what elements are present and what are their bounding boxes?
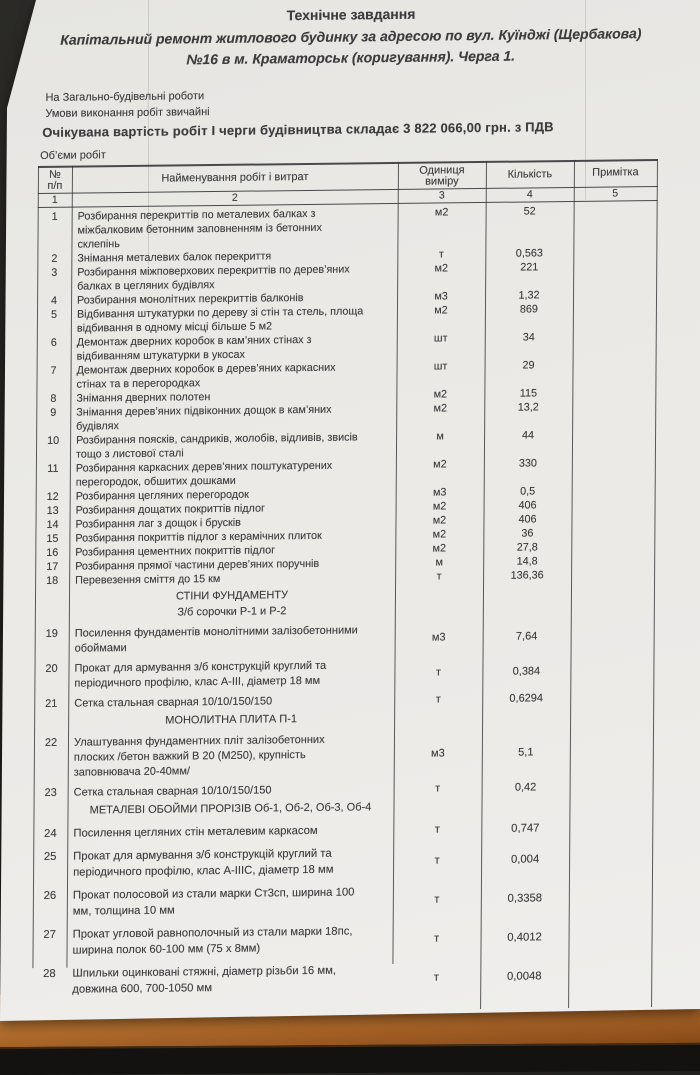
section-header-text: СТІНИ ФУНДАМЕНТУ	[175, 589, 289, 603]
row-number: 12	[46, 490, 59, 503]
work-name-line: стінах та в перегородках	[76, 377, 201, 391]
work-name-line: періодичного профілю, клас А-IIIС, діаметр 18 мм	[73, 863, 334, 879]
work-name-line: Сетка стальная сварная 10/10/150/150	[74, 695, 273, 710]
table-row	[33, 819, 653, 842]
work-name-line: Демонтаж дверних коробок в кам’яних стінах з	[76, 333, 312, 349]
row-unit: м2	[432, 542, 447, 555]
row-number: 18	[46, 574, 59, 587]
row-quantity: 5,1	[518, 745, 534, 759]
row-unit: т	[435, 665, 441, 679]
work-name-line: обоймами	[74, 642, 127, 655]
row-work-name	[71, 262, 397, 294]
row-work-name	[69, 570, 395, 588]
row-note	[571, 539, 655, 540]
section-header-text: МОНОЛИТНА ПЛИТА П-1	[165, 713, 298, 727]
work-name-line: Розбирання прямої частини дерев’яних поручнів	[75, 557, 320, 573]
row-note	[574, 203, 658, 204]
row-quantity: 0,6294	[509, 692, 544, 705]
row-unit: м2	[434, 262, 449, 275]
row-note	[573, 259, 657, 260]
row-work-name	[71, 206, 397, 252]
row-note	[572, 483, 656, 484]
work-name-line: Розбирання поясків, сандриків, жолобів, відливів, звисів	[76, 431, 358, 447]
row-number: 26	[43, 889, 57, 903]
row-quantity: 14,8	[516, 555, 538, 568]
row-note	[572, 385, 656, 386]
work-name-line: Розбирання міжповерхових перекриттів по дерев’яних	[77, 263, 350, 279]
row-unit: м2	[433, 402, 448, 415]
work-name-line: Посилення цегляних стін металевим каркасом	[73, 824, 318, 840]
row-unit: м3	[432, 486, 447, 499]
row-note	[573, 301, 657, 302]
section-header-text: З/б сорочки Р-1 и Р-2	[177, 604, 287, 618]
row-work-name	[71, 304, 397, 336]
row-number: 24	[44, 827, 57, 840]
row-quantity: 52	[523, 205, 536, 218]
row-note	[571, 567, 655, 568]
work-name-line: періодичного профілю, клас А-III, діаметр 18 мм	[74, 674, 321, 690]
expected-cost-line: Очікувана вартість робіт І черги будівництва складає 3 822 066,00 грн. з ПДВ	[42, 119, 554, 140]
row-unit: т	[434, 823, 440, 836]
row-quantity: 115	[519, 387, 538, 400]
section-header-row	[35, 587, 395, 622]
row-note	[573, 245, 657, 246]
row-quantity: 0,384	[512, 664, 541, 678]
work-name-line: Посилення фундаментів монолітними залізобетонними	[74, 624, 358, 640]
row-quantity: 36	[521, 527, 534, 540]
row-work-name	[68, 732, 394, 781]
table-row	[33, 842, 653, 881]
work-name-line: Демонтаж дверних коробок в дерев’яних каркасних	[76, 361, 336, 377]
table-row	[33, 881, 653, 920]
row-number: 2	[51, 252, 58, 265]
row-quantity: 221	[520, 261, 539, 274]
section-header-text: МЕТАЛЕВІ ОБОЙМИ ПРОРІЗІВ Об-1, Об-2, Об-3, Об-4	[89, 800, 372, 816]
row-note	[573, 287, 657, 288]
row-note	[571, 655, 655, 656]
row-number: 1	[51, 210, 58, 223]
row-number: 15	[46, 532, 59, 545]
table-row	[32, 959, 652, 998]
conditions-line: Умови виконання робіт звичайні	[45, 106, 210, 120]
row-note	[572, 427, 656, 428]
row-unit: м2	[433, 388, 448, 401]
row-unit: м	[436, 430, 444, 443]
work-name-line: балках в цегляних будівлях	[77, 279, 215, 293]
row-note	[569, 842, 653, 843]
work-name-line: Розбирання цегляних перегородок	[75, 488, 249, 503]
row-work-name	[67, 845, 393, 881]
row-work-name	[71, 332, 397, 364]
work-name-line: перегородок, обшитих дошками	[75, 474, 236, 489]
row-quantity: 330	[518, 457, 537, 470]
work-name-line: Прокат полосовой из стали марки Ст3сп, ширина 100	[72, 886, 355, 902]
row-work-name	[69, 623, 395, 657]
table-body	[32, 203, 657, 998]
work-name-line: відбивання в одному місці більше 5 м2	[76, 320, 273, 335]
work-name-line: Улаштування фундаментних пліт залізобетонних	[73, 733, 325, 749]
table-row	[34, 655, 654, 692]
row-quantity: 136,36	[510, 569, 544, 582]
row-quantity: 0,004	[510, 853, 540, 866]
row-number: 20	[45, 662, 58, 675]
row-work-name	[67, 822, 393, 842]
row-unit: м2	[432, 514, 447, 527]
work-name-line: Розбирання монолітних перекриттів балконів	[77, 292, 304, 307]
column-header-quantity: Кількість	[507, 168, 553, 181]
row-number: 3	[51, 266, 58, 279]
row-unit: м2	[432, 500, 447, 513]
row-work-name	[68, 658, 394, 692]
row-number: 7	[50, 364, 57, 377]
row-work-name	[66, 923, 392, 959]
row-number: 22	[44, 736, 58, 749]
column-number: 1	[51, 193, 58, 206]
row-unit: т	[433, 932, 440, 945]
row-note	[569, 881, 653, 882]
row-number: 25	[43, 850, 57, 864]
row-unit: м3	[431, 630, 446, 644]
row-quantity: 0,0048	[506, 970, 542, 983]
row-unit: т	[436, 570, 442, 583]
work-name-line: Сетка стальная сварная 10/10/150/150	[73, 783, 272, 799]
row-note	[571, 553, 655, 554]
table-caption: Об’єми робіт	[40, 149, 106, 162]
row-work-name	[70, 360, 396, 392]
row-unit: т	[435, 781, 441, 795]
row-work-name	[67, 884, 393, 920]
row-quantity: 34	[522, 331, 535, 344]
work-name-line: Прокат для армування з/б конструкцій круглий та	[73, 847, 332, 863]
row-quantity: 869	[519, 303, 538, 316]
column-number: 3	[438, 189, 445, 202]
row-number: 9	[50, 406, 57, 419]
doc-type-heading: Технічне завдання	[286, 5, 416, 24]
row-quantity: 406	[518, 499, 537, 512]
row-unit: м3	[430, 746, 445, 760]
row-unit: шт	[433, 360, 448, 373]
column-number: 5	[612, 187, 619, 200]
row-number: 5	[50, 308, 58, 321]
row-number: 14	[46, 518, 59, 531]
row-quantity: 29	[522, 359, 535, 372]
table-row	[34, 729, 654, 781]
row-quantity: 7,64	[515, 629, 538, 643]
work-name-line: заповнювача 20-40мм/	[73, 764, 191, 779]
row-quantity: 13,2	[517, 401, 539, 414]
table-row	[34, 779, 654, 801]
row-number: 28	[43, 967, 56, 981]
row-number: 8	[50, 392, 57, 405]
section-header-row	[33, 800, 393, 820]
row-number: 21	[45, 697, 58, 710]
row-note	[571, 620, 655, 621]
row-unit: т	[435, 693, 441, 706]
row-note	[569, 819, 653, 820]
work-name-line: Знімання дверних полотен	[76, 391, 211, 405]
row-number: 27	[43, 928, 56, 942]
work-name-line: Розбирання покриттів підлог з керамічних плиток	[75, 529, 322, 545]
row-number: 16	[46, 546, 59, 559]
work-name-line: Знімання дерев’яних підвіконних дощок в кам’яних	[76, 403, 332, 419]
work-name-line: Прокат угловой равнополочный из стали марки 18пс,	[72, 925, 353, 941]
row-note	[569, 920, 653, 921]
row-unit: т	[434, 854, 440, 867]
section-header-row	[34, 711, 394, 731]
column-header-note: Примітка	[592, 166, 639, 179]
work-name-line: Знімання металевих балок перекриття	[77, 250, 272, 265]
row-quantity: 0,42	[514, 780, 537, 794]
work-name-line: міжбалковим бетонним заповненням із бетонних	[77, 221, 322, 237]
row-number: 6	[50, 336, 57, 349]
row-unit: м2	[433, 458, 447, 471]
work-name-line: Розбирання цементних покриттів підлог	[75, 544, 276, 559]
row-unit: шт	[433, 332, 448, 345]
work-name-line: Розбирання перекриттів по металевих балках з	[77, 207, 316, 223]
row-work-name	[68, 782, 394, 801]
column-header-unit: Одиниця	[419, 164, 465, 177]
work-name-line: будівлях	[76, 420, 119, 433]
work-name-line: Розбирання дощатих покриттів підлог	[75, 502, 265, 517]
column-header-num: №	[49, 168, 61, 181]
row-work-name	[68, 693, 394, 712]
row-note	[573, 357, 657, 358]
row-number: 4	[51, 294, 58, 307]
row-quantity: 27,8	[516, 541, 538, 554]
work-name-line: Перевезення сміття до 15 км	[75, 572, 221, 587]
row-unit: м3	[434, 290, 448, 303]
row-unit: т	[438, 248, 444, 261]
row-note	[570, 729, 654, 730]
row-quantity: 1,32	[518, 289, 540, 302]
row-unit: т	[433, 971, 439, 984]
column-header-name: Найменування робіт і витрат	[161, 170, 309, 185]
table-row	[37, 203, 657, 252]
row-number: 23	[44, 786, 57, 799]
row-number: 19	[45, 627, 58, 640]
row-number: 11	[47, 462, 59, 475]
work-name-line: ширина полок 60-100 мм (75 х 8мм)	[72, 942, 261, 957]
row-note	[572, 455, 656, 456]
work-name-line: склепінь	[77, 238, 120, 251]
works-table	[32, 159, 658, 1026]
row-note	[572, 497, 656, 498]
row-quantity: 0,563	[515, 247, 543, 260]
column-number: 2	[231, 191, 238, 204]
row-note	[570, 690, 654, 691]
doc-title-line1: Капітальний ремонт житлового будинку за адресою по вул. Куїнджі (Щербакова)	[60, 25, 642, 48]
row-number: 13	[46, 504, 59, 517]
work-name-line: мм, толщина 10 мм	[72, 904, 175, 918]
row-note	[570, 779, 654, 780]
row-number: 17	[46, 560, 59, 573]
table-row	[34, 690, 654, 712]
work-scope-line: На Загально-будівельні роботи	[45, 90, 205, 104]
work-name-line: плоских /бетон важкий В 20 (М250), крупність	[73, 748, 306, 764]
row-quantity: 406	[518, 513, 537, 526]
row-note	[573, 329, 657, 330]
work-name-line: Шпильки оцинковані стяжні, діаметр різьби 16 мм,	[72, 964, 337, 980]
row-work-name	[70, 402, 396, 434]
row-work-name	[66, 962, 392, 998]
doc-title-line2: №16 в м. Краматорськ (коригування). Черга 1.	[186, 47, 516, 68]
row-quantity: 44	[522, 429, 535, 442]
work-name-line: відбиванням штукатурки в укосах	[76, 348, 245, 363]
row-number: 10	[47, 434, 60, 447]
row-work-name	[70, 430, 396, 462]
row-unit: м2	[432, 528, 447, 541]
column-number: 4	[526, 188, 533, 201]
row-quantity: 0,5	[520, 485, 536, 498]
table-row	[35, 620, 655, 657]
work-name-line: Прокат для армування з/б конструкцій круглий та	[74, 659, 327, 675]
row-note	[568, 959, 652, 960]
work-name-line: Відбивання штукатурки по дереву зі стін та стель, площа	[76, 305, 364, 321]
column-header-unit: виміру	[425, 175, 459, 188]
work-name-line: Розбирання каркасних дерев’яних поштукатурених	[75, 459, 333, 475]
work-name-line: тощо з листової сталі	[75, 447, 184, 461]
row-unit: м2	[434, 304, 448, 317]
table-border-top	[38, 159, 658, 168]
row-note	[571, 525, 655, 526]
row-unit: м	[435, 556, 443, 569]
row-quantity: 0,747	[511, 822, 540, 835]
row-quantity: 0,4012	[507, 931, 542, 944]
column-header-num: п/п	[47, 179, 63, 192]
work-name-line: Розбирання лаг з дощок і брусків	[75, 516, 241, 531]
row-note	[572, 399, 656, 400]
row-unit: м2	[434, 206, 449, 219]
row-work-name	[70, 458, 396, 490]
row-quantity: 0,3358	[507, 892, 543, 905]
work-name-line: довжина 600, 700-1050 мм	[72, 982, 213, 996]
row-note	[572, 511, 656, 512]
row-unit: т	[434, 893, 440, 906]
table-row	[32, 920, 652, 959]
